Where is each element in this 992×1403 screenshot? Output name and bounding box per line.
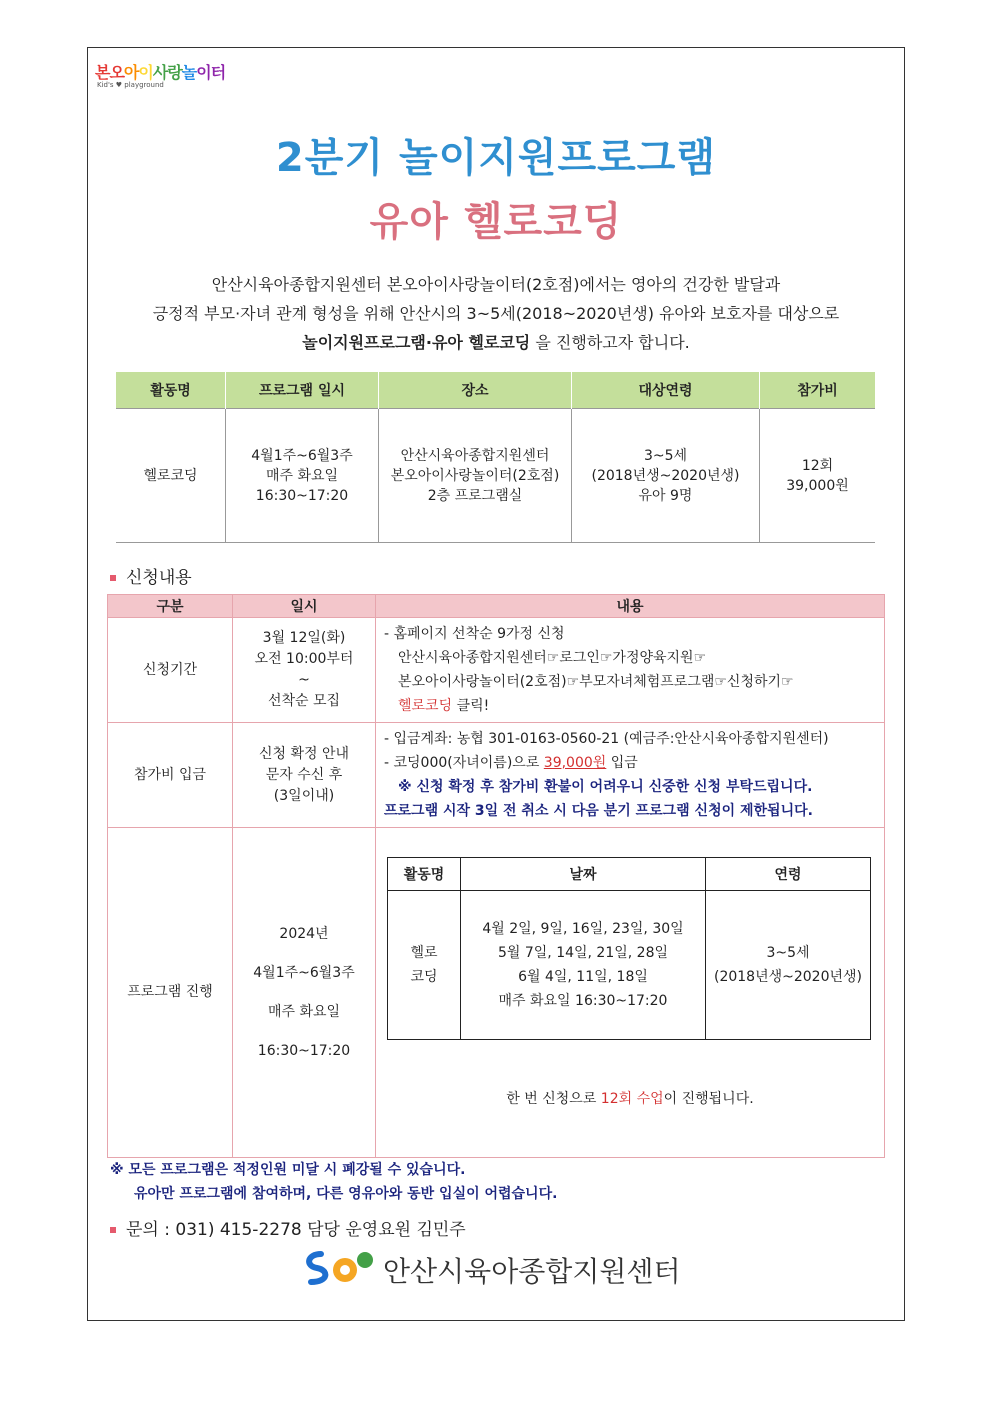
row-date (233, 618, 376, 723)
cell-line: 코딩 (410, 969, 438, 985)
cell-line: 3월 12일(화) (262, 630, 346, 646)
cell-line: 매주 화요일 16:30~17:20 (498, 993, 668, 1009)
deposit-post: 입금 (606, 755, 638, 771)
content-line (384, 694, 876, 718)
row-label: 신청기간 (108, 618, 233, 723)
cell-line: 3~5세 (766, 945, 810, 961)
cell-line: 16:30~17:20 (257, 1042, 351, 1059)
apply-row-progress (108, 828, 885, 1158)
logo-part: 사랑 (152, 63, 182, 82)
overview-date (226, 409, 379, 543)
session-count (377, 1088, 883, 1108)
notice-line: ※ 모든 프로그램은 적정인원 미달 시 폐강될 수 있습니다. (110, 1162, 466, 1178)
apply-header: 구분 (108, 595, 233, 618)
cell-line: (2018년생~2020년생) (591, 467, 740, 484)
schedule-header: 활동명 (388, 858, 461, 891)
content-line: 안산시육아종합지원센터☞로그인☞가정양육지원☞ (398, 650, 707, 666)
row-date (233, 723, 376, 828)
cell-line: 12회 (801, 457, 834, 474)
intro-line: 안산시육아종합지원센터 본오아이사랑놀이터(2호점)에서는 영아의 건강한 발달과 (211, 275, 781, 294)
cell-line: 문자 수신 후 (265, 766, 343, 783)
cell-line: 안산시육아종합지원센터 (400, 447, 550, 464)
cell-line: 선착순 모집 (267, 693, 341, 709)
cell-line: 4월 2일, 9일, 16일, 23일, 30일 (482, 921, 684, 937)
deposit-amount: 39,000원 (543, 755, 607, 771)
overview-header: 활동명 (116, 372, 226, 409)
schedule-dates (461, 891, 706, 1040)
cell-line: 매주 화요일 (267, 1003, 341, 1020)
contact-text: 문의 : 031) 415-2278 담당 운영요원 김민주 (126, 1220, 466, 1240)
square-bullet-icon (110, 1227, 116, 1233)
overview-place (379, 409, 572, 543)
page-title: 2분기 놀이지원프로그램 (275, 135, 717, 181)
brand-logo (95, 60, 225, 83)
intro-paragraph (95, 270, 897, 357)
apply-header: 내용 (376, 595, 885, 618)
apply-table (107, 594, 885, 1158)
overview-table (116, 372, 875, 543)
logo-subtitle: Kid's ♥ playground (97, 81, 164, 89)
intro-bold: 놀이지원프로그램·유아 헬로코딩 (302, 333, 531, 352)
cell-line: 39,000원 (786, 477, 849, 494)
row-content (376, 618, 885, 723)
warning-line: 프로그램 시작 3일 전 취소 시 다음 분기 프로그램 신청이 제한됩니다. (384, 803, 813, 819)
row-label: 참가비 입금 (108, 723, 233, 828)
cell-line: 4월1주~6월3주 (251, 447, 353, 464)
intro-line: 긍정적 부모·자녀 관계 형성을 위해 안산시의 3~5세(2018~2020년생) 유아와 보호자를 대상으로 (152, 304, 840, 323)
section-title-text: 신청내용 (126, 568, 192, 588)
count-highlight: 12회 수업 (600, 1091, 664, 1107)
overview-header: 대상연령 (572, 372, 760, 409)
schedule-table (387, 857, 871, 1040)
deposit-pre: - 코딩000(자녀이름)으로 (384, 755, 544, 771)
cell-line: 4월1주~6월3주 (253, 964, 355, 981)
overview-header: 장소 (379, 372, 572, 409)
cell-line: 오전 10:00부터 (254, 651, 354, 667)
cell-line: 2024년 (279, 925, 329, 942)
click-text: 클릭! (452, 698, 490, 714)
notice (110, 1158, 557, 1206)
logo-part: 놀 (181, 63, 197, 82)
cell-line: (3일이내) (273, 787, 335, 804)
cell-line: 신청 확정 안내 (258, 745, 350, 762)
schedule-header: 날짜 (461, 858, 706, 891)
deposit-line (384, 751, 876, 775)
cell-line: 16:30~17:20 (255, 487, 349, 504)
account-line: - 입금계좌: 농협 301-0163-0560-21 (예금주:안산시육아종합지원센터) (384, 731, 829, 747)
overview-age (572, 409, 760, 543)
schedule-row (388, 891, 871, 1040)
overview-header: 참가비 (760, 372, 876, 409)
warning-line: ※ 신청 확정 후 참가비 환불이 어려우니 신중한 신청 부탁드립니다. (398, 779, 813, 795)
overview-name: 헬로코딩 (116, 409, 226, 543)
cell-line: 2층 프로그램실 (427, 487, 523, 504)
schedule-age (706, 891, 871, 1040)
overview-fee (760, 409, 876, 543)
page-subtitle: 유아 헬로코딩 (369, 199, 623, 245)
cell-line: 헬로 (410, 945, 438, 961)
logo-part: 본오 (95, 63, 124, 82)
cell-line: ~ (298, 672, 310, 688)
org-logo-icon (303, 1248, 379, 1288)
org-footer (303, 1248, 681, 1288)
row-content (376, 828, 885, 1158)
intro-line (95, 328, 897, 357)
row-label: 프로그램 진행 (108, 828, 233, 1158)
apply-row-period (108, 618, 885, 723)
cell-line: (2018년생~2020년생) (713, 969, 862, 985)
square-bullet-icon (110, 575, 116, 581)
content-line: - 홈페이지 선착순 9가정 신청 (384, 626, 565, 642)
program-link-text: 헬로코딩 (398, 698, 453, 714)
intro-rest: 을 진행하고자 합니다. (535, 333, 690, 352)
section-title (110, 563, 192, 588)
row-content (376, 723, 885, 828)
cell-line: 본오아이사랑놀이터(2호점) (390, 467, 560, 484)
cell-line: 5월 7일, 14일, 21일, 28일 (497, 945, 669, 961)
cell-line: 6월 4일, 11일, 18일 (518, 969, 648, 985)
schedule-name (388, 891, 461, 1040)
notice-line: 유아만 프로그램에 참여하며, 다른 영유아와 동반 입실이 어렵습니다. (134, 1186, 558, 1202)
content-line: 본오아이사랑놀이터(2호점)☞부모자녀체험프로그램☞신청하기☞ (398, 674, 794, 690)
count-pre: 한 번 신청으로 (506, 1091, 601, 1107)
org-name: 안산시육아종합지원센터 (383, 1255, 681, 1288)
cell-line: 유아 9명 (638, 487, 693, 504)
cell-line: 매주 화요일 (265, 467, 339, 484)
logo-part: 이터 (196, 63, 226, 82)
overview-row (116, 409, 875, 543)
overview-header: 프로그램 일시 (226, 372, 379, 409)
schedule-header: 연령 (706, 858, 871, 891)
apply-row-payment (108, 723, 885, 828)
logo-part: 이 (138, 63, 153, 82)
logo-part: 아 (123, 63, 139, 82)
apply-header: 일시 (233, 595, 376, 618)
row-date (233, 828, 376, 1158)
count-post: 이 진행됩니다. (663, 1091, 754, 1107)
cell-line: 3~5세 (643, 447, 688, 464)
contact-info (110, 1215, 466, 1240)
